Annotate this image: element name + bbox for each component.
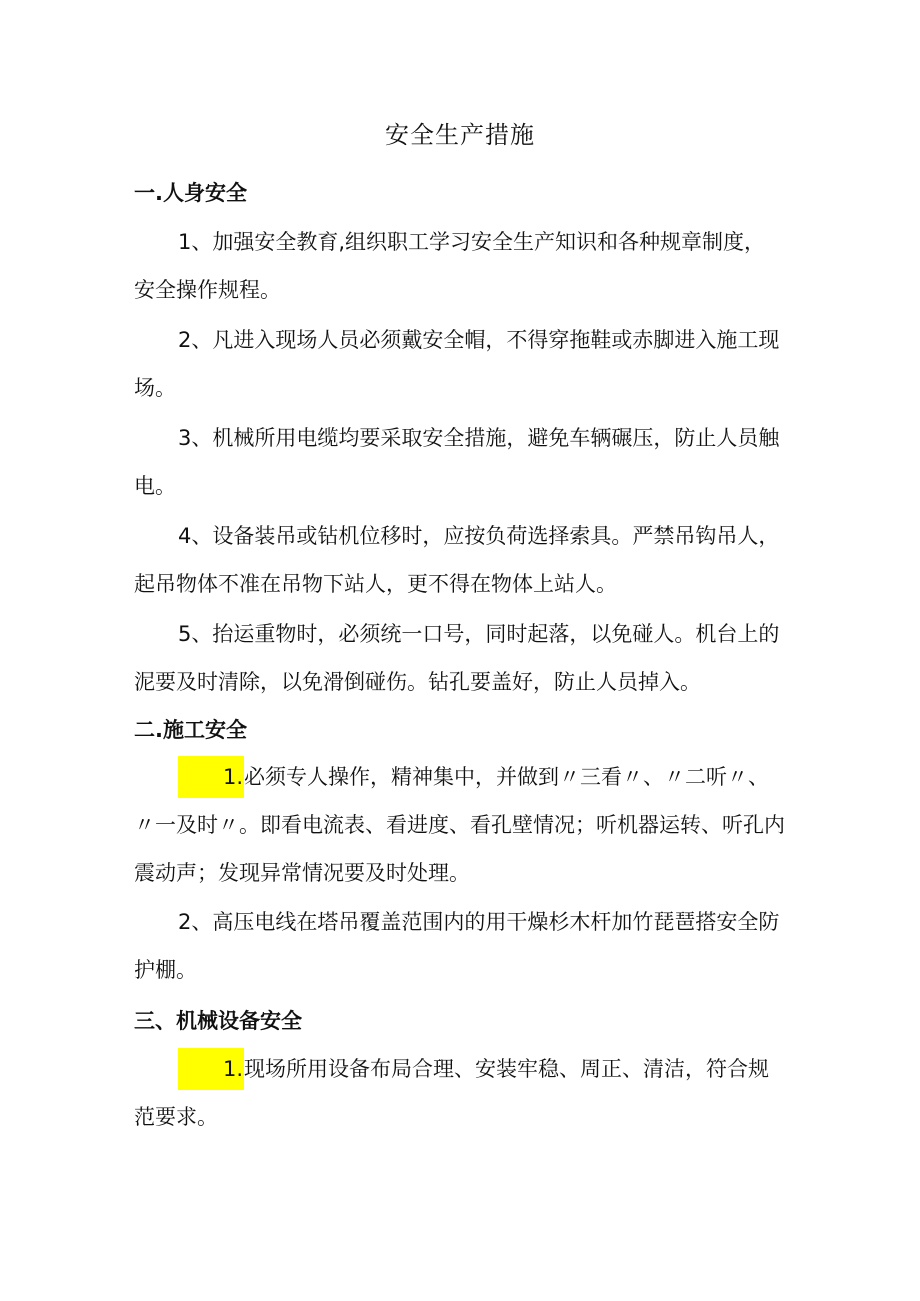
paragraph-text: 现场所用设备布局合理、安装牢稳、周正、清洁，符合规范要求。 (134, 1057, 770, 1129)
paragraph: 2、凡进入现场人员必须戴安全帽，不得穿拖鞋或赤脚进入施工现场。 (134, 328, 780, 400)
paragraph (134, 1045, 786, 1141)
paragraph (134, 753, 786, 897)
page-title: 安全生产措施 (385, 121, 535, 149)
paragraph: 3、机械所用电缆均要采取安全措施，避免车辆碾压，防止人员触电。 (134, 426, 780, 498)
paragraph: 1、加强安全教育,组织职工学习安全生产知识和各种规章制度，安全操作规程。 (134, 230, 766, 302)
section-heading-personal-safety: 一.人身安全 (134, 181, 247, 205)
section-heading-construction-safety: 二.施工安全 (134, 718, 247, 742)
paragraph: 4、设备装吊或钻机位移时，应按负荷选择索具。严禁吊钩吊人，起吊物体不准在吊物下站人，更不得在物体上站人。 (134, 524, 780, 596)
highlighted-number: 1. (178, 1048, 244, 1090)
paragraph: 2、高压电线在塔吊覆盖范围内的用干燥杉木杆加竹琵琶搭安全防护棚。 (134, 910, 780, 982)
paragraph-text: 必须专人操作，精神集中，并做到〃三看〃、〃二听〃、〃一及时〃。即看电流表、看进度、看孔壁情况；听机器运转、听孔内震动声；发现异常情况要及时处理。 (134, 765, 785, 885)
section-heading-equipment-safety: 三、机械设备安全 (134, 1009, 302, 1033)
paragraph: 5、抬运重物时，必须统一口号，同时起落，以免碰人。机台上的泥要及时清除，以免滑倒碰伤。钻孔要盖好，防止人员掉入。 (134, 622, 780, 694)
highlighted-number: 1. (178, 756, 244, 798)
